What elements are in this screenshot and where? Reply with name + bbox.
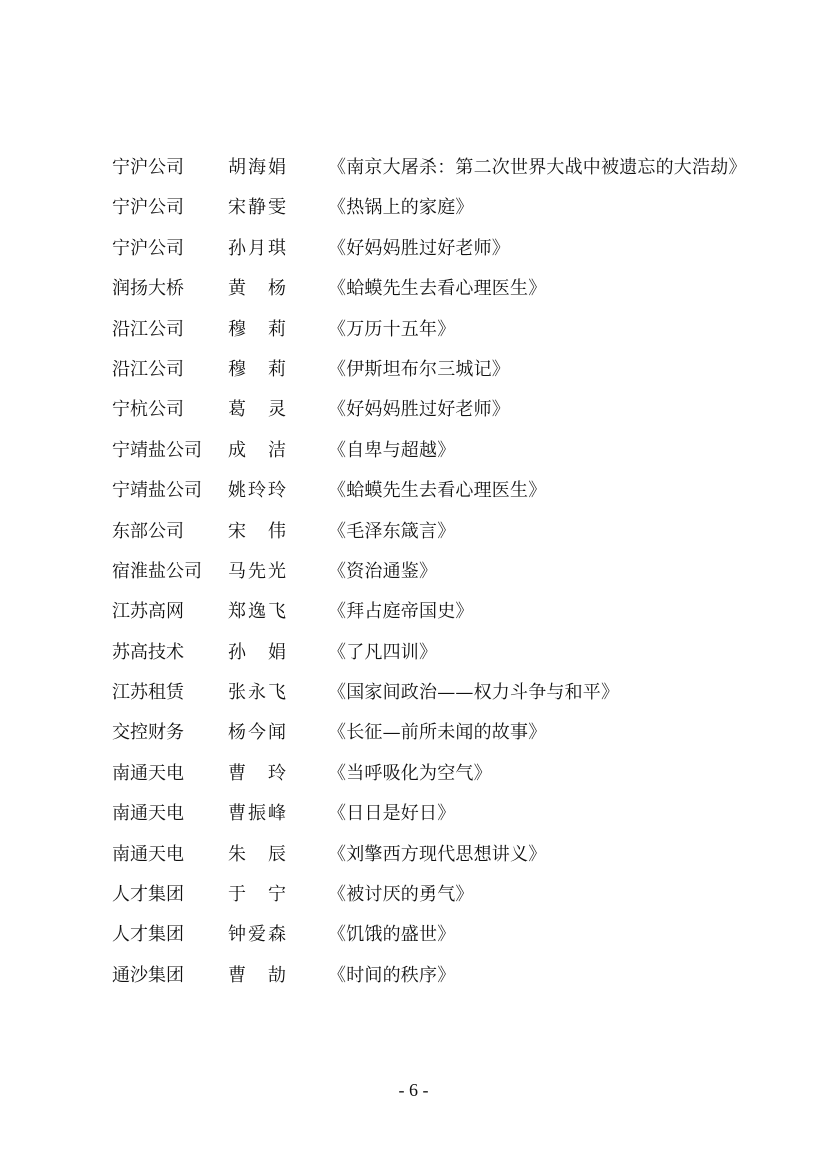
company-name: 润扬大桥 [112, 278, 184, 300]
company-name: 南通天电 [112, 843, 184, 865]
list-item [112, 148, 792, 188]
company-name: 人才集团 [112, 924, 184, 946]
person-name: 马先光 [228, 560, 286, 582]
book-title: 《国家间政治——权力斗争与和平》 [328, 682, 620, 704]
person-name: 穆 莉 [228, 318, 286, 340]
person-name: 张永飞 [228, 682, 286, 704]
person-name: 葛 灵 [228, 399, 286, 421]
list-item [112, 512, 792, 552]
reading-list [112, 148, 792, 996]
book-title: 《蛤蟆先生去看心理医生》 [328, 278, 547, 300]
company-name: 通沙集团 [112, 964, 184, 986]
person-name: 穆 莉 [228, 358, 286, 380]
company-name: 宁靖盐公司 [112, 439, 202, 461]
person-name: 曹 玲 [228, 762, 286, 784]
list-item [112, 310, 792, 350]
list-item [112, 633, 792, 673]
company-name: 宁沪公司 [112, 157, 184, 178]
list-item [112, 713, 792, 753]
company-name: 宁靖盐公司 [112, 480, 202, 502]
list-item [112, 673, 792, 713]
list-item [112, 794, 792, 834]
book-title: 《万历十五年》 [328, 318, 456, 340]
list-item [112, 269, 792, 309]
book-title: 《拜占庭帝国史》 [328, 601, 474, 623]
list-item [112, 431, 792, 471]
company-name: 宿淮盐公司 [112, 560, 202, 582]
person-name: 郑逸飞 [228, 601, 286, 623]
list-item [112, 754, 792, 794]
company-name: 南通天电 [112, 762, 184, 784]
company-name: 沿江公司 [112, 358, 184, 380]
company-name: 人才集团 [112, 884, 184, 906]
company-name: 宁杭公司 [112, 399, 184, 421]
list-item [112, 915, 792, 955]
company-name: 宁沪公司 [112, 197, 184, 219]
book-title: 《刘擎西方现代思想讲义》 [328, 843, 547, 865]
book-title: 《自卑与超越》 [328, 439, 456, 461]
person-name: 曹振峰 [228, 803, 286, 825]
book-title: 《伊斯坦布尔三城记》 [328, 358, 510, 380]
person-name: 孙月琪 [228, 237, 286, 259]
book-title: 《好妈妈胜过好老师》 [328, 237, 510, 259]
book-title: 《饥饿的盛世》 [328, 924, 456, 946]
page-number: - 6 - [398, 1080, 429, 1100]
person-name: 姚玲玲 [228, 480, 286, 502]
list-item [112, 471, 792, 511]
person-name: 宋静雯 [228, 197, 286, 219]
person-name: 杨今闻 [228, 722, 286, 744]
company-name: 沿江公司 [112, 318, 184, 340]
company-name: 苏高技术 [112, 641, 184, 663]
list-item [112, 552, 792, 592]
person-name: 朱 辰 [228, 843, 286, 865]
list-item [112, 390, 792, 430]
person-name: 孙 娟 [228, 641, 286, 663]
book-title: 《资治通鉴》 [328, 560, 438, 582]
company-name: 江苏租赁 [112, 682, 184, 704]
person-name: 胡海娟 [228, 157, 286, 178]
company-name: 交控财务 [112, 722, 184, 744]
list-item [112, 592, 792, 632]
book-title: 《蛤蟆先生去看心理医生》 [328, 480, 547, 502]
person-name: 成 洁 [228, 439, 286, 461]
list-item [112, 229, 792, 269]
book-title: 《被讨厌的勇气》 [328, 884, 474, 906]
list-item [112, 835, 792, 875]
person-name: 于 宁 [228, 884, 286, 906]
book-title: 《日日是好日》 [328, 803, 456, 825]
company-name: 东部公司 [112, 520, 184, 542]
person-name: 钟爱森 [228, 924, 286, 946]
list-item [112, 350, 792, 390]
company-name: 江苏高网 [112, 601, 184, 623]
list-item [112, 875, 792, 915]
book-title: 《毛泽东箴言》 [328, 520, 456, 542]
book-title: 《长征—前所未闻的故事》 [328, 722, 547, 744]
book-title: 《好妈妈胜过好老师》 [328, 399, 510, 421]
company-name: 宁沪公司 [112, 237, 184, 259]
person-name: 黄 杨 [228, 278, 286, 300]
list-item [112, 188, 792, 228]
list-item [112, 956, 792, 996]
person-name: 宋 伟 [228, 520, 286, 542]
book-title: 《当呼吸化为空气》 [328, 762, 492, 784]
book-title: 《热锅上的家庭》 [328, 197, 474, 219]
book-title: 《时间的秩序》 [328, 964, 456, 986]
person-name: 曹 劼 [228, 964, 286, 986]
book-title: 《南京大屠杀：第二次世界大战中被遗忘的大浩劫》 [328, 157, 747, 178]
company-name: 南通天电 [112, 803, 184, 825]
book-title: 《了凡四训》 [328, 641, 438, 663]
